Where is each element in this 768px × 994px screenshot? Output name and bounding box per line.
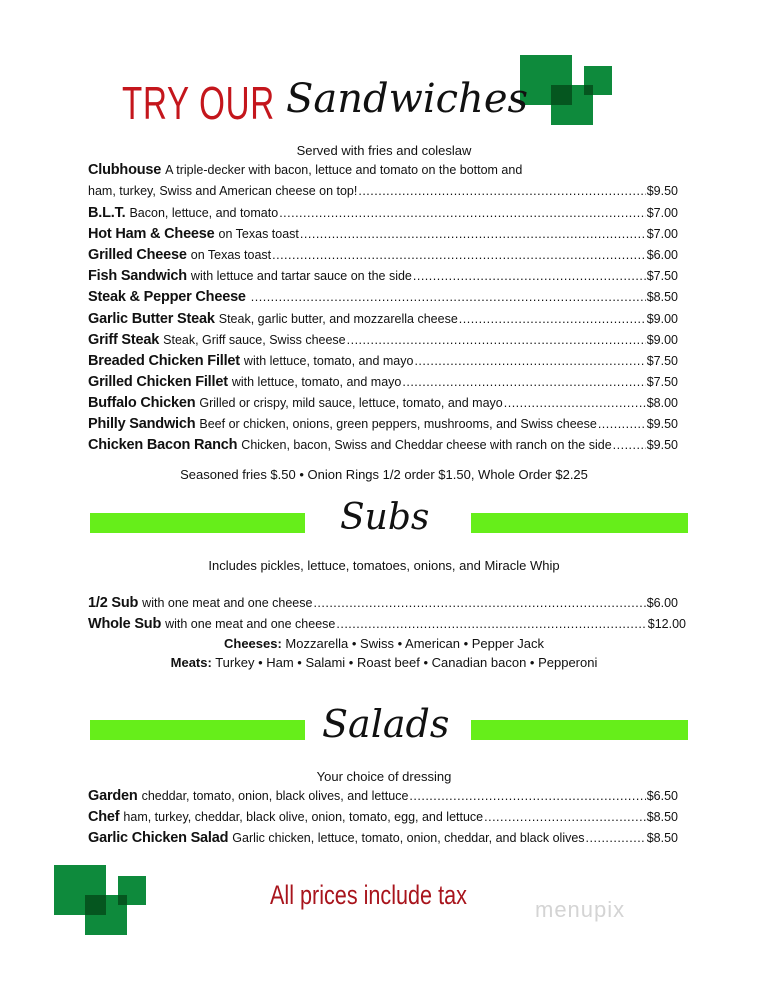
item-name: Grilled Cheese	[88, 247, 187, 264]
item-desc: Beef or chicken, onions, green peppers, mushrooms, and Swiss cheese	[199, 417, 597, 431]
item-name: Philly Sandwich	[88, 416, 196, 432]
menu-item	[88, 311, 678, 331]
meats-list: Turkey • Ham • Salami • Roast beef • Canadian bacon • Pepperoni	[215, 655, 598, 670]
item-desc: on Texas toast	[218, 227, 299, 242]
item-desc: cheddar, tomato, onion, black olives, and lettuce	[141, 789, 409, 803]
menu-item	[88, 205, 678, 225]
watermark: menupix	[535, 897, 626, 922]
item-price: $8.50	[646, 831, 678, 845]
item-price: $7.00	[646, 227, 678, 242]
item-desc: with lettuce, tomato, and mayo	[231, 374, 402, 389]
item-price: $6.50	[646, 789, 678, 803]
cheeses-label: Cheeses:	[223, 636, 282, 651]
item-name: Garlic Butter Steak	[88, 310, 215, 327]
item-name: Buffalo Chicken	[88, 394, 196, 411]
served-note: Served with fries and coleslaw	[296, 143, 472, 158]
menu-item	[88, 374, 678, 394]
item-price: $7.50	[646, 374, 678, 389]
item-name: Steak & Pepper Cheese	[88, 289, 246, 306]
menu-item	[88, 416, 678, 436]
item-price: $9.50	[646, 417, 678, 431]
divider-bar	[471, 513, 688, 533]
item-desc: Grilled or crispy, mild sauce, lettuce, tomato, and mayo	[199, 395, 503, 410]
item-price: $6.00	[646, 596, 678, 610]
item-price: $9.50	[646, 438, 678, 453]
item-desc: on Texas toast	[190, 248, 272, 263]
item-name: Grilled Chicken Fillet	[88, 373, 228, 390]
menu-item	[88, 616, 686, 636]
item-name: Chicken Bacon Ranch	[88, 437, 238, 454]
item-name: Garden	[88, 788, 138, 804]
item-price: $9.50	[646, 184, 678, 198]
item-desc: ham, turkey, Swiss and American cheese on top!	[88, 184, 358, 198]
subs-includes: Includes pickles, lettuce, tomatoes, onions, and Miracle Whip	[208, 558, 560, 573]
menu-item	[88, 437, 678, 457]
menu-item	[88, 332, 678, 352]
meats-label: Meats:	[170, 655, 212, 670]
title-try-our: TRY OUR	[122, 77, 275, 129]
item-desc: with lettuce, tomato, and mayo	[243, 353, 414, 368]
item-desc: A triple-decker with bacon, lettuce and tomato on the bottom and	[165, 163, 523, 177]
menu-item	[88, 162, 678, 182]
item-desc: Garlic chicken, lettuce, tomato, onion, cheddar, and black olives	[232, 831, 585, 845]
item-name: Breaded Chicken Fillet	[88, 352, 240, 369]
subs-title: Subs	[340, 497, 430, 538]
item-name: 1/2 Sub	[88, 595, 139, 611]
menu-item	[88, 247, 678, 267]
title-sandwiches: Sandwiches	[286, 76, 529, 122]
menu-item	[88, 788, 678, 808]
item-name: Hot Ham & Cheese	[88, 226, 215, 243]
item-price: $8.50	[646, 290, 678, 305]
item-name: Clubhouse	[88, 162, 162, 178]
item-desc: Bacon, lettuce, and tomato	[129, 206, 279, 220]
item-name: Fish Sandwich	[88, 268, 187, 285]
item-price: $7.00	[646, 206, 678, 220]
item-desc: with one meat and one cheese	[142, 596, 313, 610]
cheeses-list: Mozzarella • Swiss • American • Pepper Jack	[285, 636, 544, 651]
item-price: $9.00	[646, 311, 678, 326]
menu-item	[88, 226, 678, 246]
item-desc: ham, turkey, cheddar, black olive, onion, tomato, egg, and lettuce	[123, 810, 484, 824]
menu-item	[88, 395, 678, 415]
item-name: Griff Steak	[88, 331, 160, 348]
item-price: $7.50	[646, 353, 678, 368]
menu-item	[88, 353, 678, 373]
item-price: $6.00	[646, 248, 678, 263]
item-name: B.L.T.	[88, 205, 126, 221]
item-name: Chef	[88, 809, 120, 825]
item-name: Garlic Chicken Salad	[88, 830, 229, 846]
item-price: $12.00	[647, 617, 686, 631]
divider-bar	[90, 720, 305, 740]
item-price: $7.50	[646, 269, 678, 284]
item-name: Whole Sub	[88, 616, 162, 632]
cheeses-line	[0, 636, 768, 651]
item-desc: Steak, Griff sauce, Swiss cheese	[163, 332, 346, 347]
salads-title: Salads	[322, 702, 450, 746]
menu-item	[88, 289, 678, 309]
menu-item	[88, 830, 678, 850]
item-desc: with one meat and one cheese	[165, 617, 336, 631]
item-desc: Chicken, bacon, Swiss and Cheddar cheese with ranch on the side	[241, 438, 612, 453]
item-price: $8.50	[646, 810, 678, 824]
meats-line	[0, 655, 768, 670]
tax-note: All prices include tax	[270, 880, 467, 910]
item-price: $9.00	[646, 332, 678, 347]
item-price: $8.00	[646, 395, 678, 410]
salads-dressing: Your choice of dressing	[316, 769, 452, 784]
item-desc: Steak, garlic butter, and mozzarella cheese	[218, 311, 458, 326]
divider-bar	[90, 513, 305, 533]
menu-item-cont	[88, 184, 678, 204]
sides-note: Seasoned fries $.50 • Onion Rings 1/2 order $1.50, Whole Order $2.25	[180, 467, 588, 482]
menu-item	[88, 809, 678, 829]
menu-item	[88, 268, 678, 288]
menu-item	[88, 595, 678, 615]
divider-bar	[471, 720, 688, 740]
item-desc: with lettuce and tartar sauce on the side	[190, 269, 412, 284]
